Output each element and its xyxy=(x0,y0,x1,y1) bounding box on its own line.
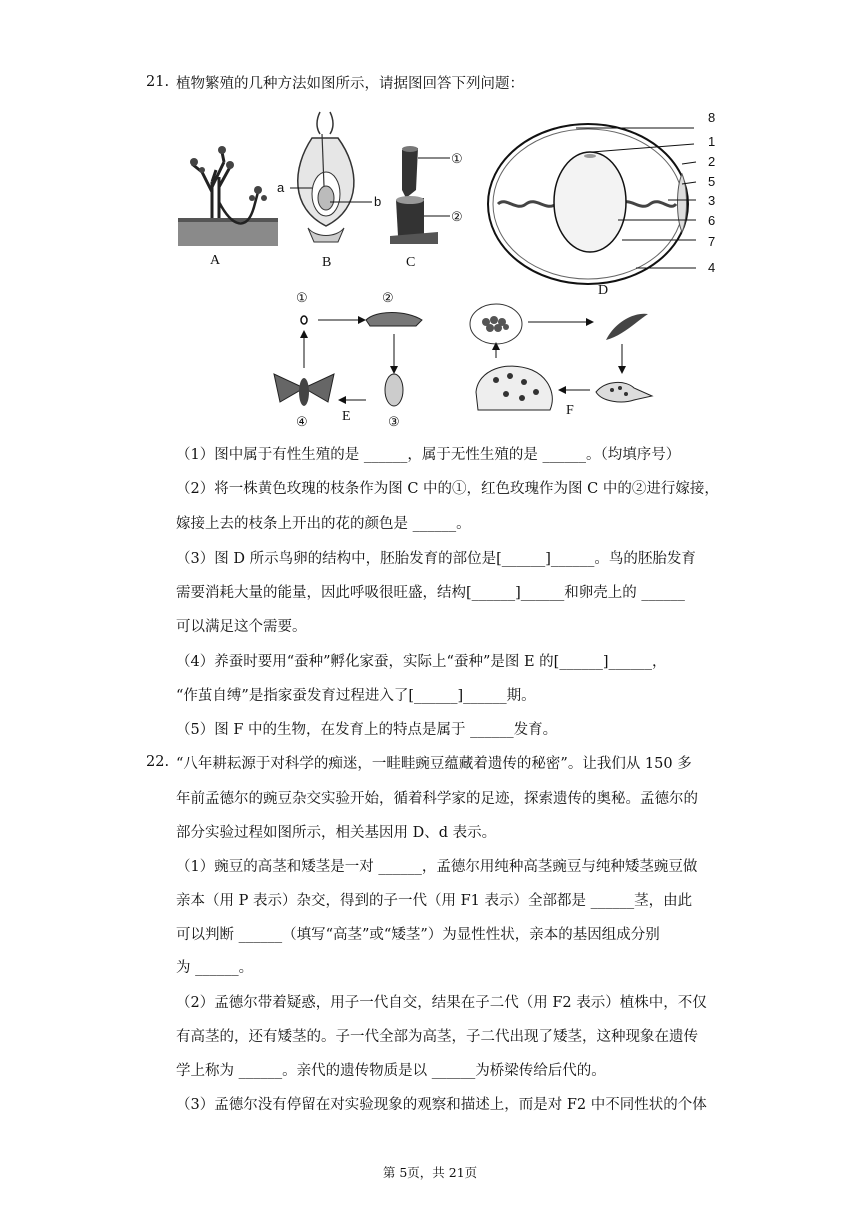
label-d6: 6 xyxy=(708,213,716,228)
q21-line-5: 需要消耗大量的能量，因此呼吸很旺盛，结构[______]______和卵壳上的 ______ xyxy=(176,585,685,601)
q22-line-5: 亲本（用 P 表示）杂交，得到的子一代（用 F1 表示）全部都是 ______茎，由此 xyxy=(176,893,693,909)
q21-line-3: 嫁接上去的枝条上开出的花的颜色是 ______。 xyxy=(176,516,471,532)
label-d3: 3 xyxy=(708,193,716,208)
label-c2: ② xyxy=(451,209,463,224)
figure-b-caption: B xyxy=(322,255,332,270)
figure-e-caption: E xyxy=(342,409,351,424)
label-e2: ② xyxy=(382,290,394,305)
q22-line-6: 可以判断 ______（填写“高茎”或“矮茎”）为显性性状，亲本的基因组成分别 xyxy=(176,927,660,943)
figure-f-frog-cycle xyxy=(466,300,666,420)
q22-line-4: （1）豌豆的高茎和矮茎是一对 ______，孟德尔用纯种高茎豌豆与纯种矮茎豌豆做 xyxy=(176,859,698,875)
q21-line-9: （5）图 F 中的生物，在发育上的特点是属于 ______发育。 xyxy=(176,722,558,738)
q22-line-3: 部分实验过程如图所示，相关基因用 D、d 表示。 xyxy=(176,825,497,841)
label-d4: 4 xyxy=(708,260,716,275)
figure-c-grafting xyxy=(388,140,478,272)
figure-f-caption: F xyxy=(566,403,574,418)
label-c1: ① xyxy=(451,151,463,166)
figure-b-flower-section xyxy=(272,108,384,272)
q22-line-7: 为 ______。 xyxy=(176,960,254,976)
figure-c-caption: C xyxy=(406,255,416,270)
q22-line-1: “八年耕耘源于对科学的痴迷，一畦畦豌豆蕴藏着遗传的秘密”。让我们从 150 多 xyxy=(176,756,692,772)
q22-line-8: （2）孟德尔带着疑惑，用子一代自交，结果在子二代（用 F2 表示）植株中，不仅 xyxy=(176,995,707,1011)
label-d1: 1 xyxy=(708,134,716,149)
q22-line-9: 有高茎的，还有矮茎的。子一代全部为高茎，子二代出现了矮茎，这种现象在遗传 xyxy=(176,1029,698,1045)
page-footer: 第 5页，共 21页 xyxy=(382,1165,478,1180)
q21-line-7: （4）养蚕时要用“蚕种”孵化家蚕，实际上“蚕种”是图 E 的[______]______， xyxy=(176,654,667,670)
q22-line-10: 学上称为 ______。亲代的遗传物质是以 ______为桥梁传给后代的。 xyxy=(176,1063,606,1079)
q21-line-6: 可以满足这个需要。 xyxy=(176,619,307,635)
label-e4: ④ xyxy=(296,414,308,429)
label-e1: ① xyxy=(296,290,308,305)
label-a: a xyxy=(277,180,285,195)
question-22-number: 22. xyxy=(146,754,170,770)
label-e3: ③ xyxy=(388,414,400,429)
figure-a-layering xyxy=(172,132,282,272)
label-d8: 8 xyxy=(708,110,716,125)
figure-a-caption: A xyxy=(210,253,221,268)
q22-line-2: 年前孟德尔的豌豆杂交实验开始，循着科学家的足迹，探索遗传的奥秘。孟德尔的 xyxy=(176,791,698,807)
label-b: b xyxy=(374,194,382,209)
q21-line-4: （3）图 D 所示鸟卵的结构中，胚胎发育的部位是[______]______。鸟的胚胎发育 xyxy=(176,551,696,567)
question-21-number: 21. xyxy=(146,74,170,90)
label-d5: 5 xyxy=(708,174,716,189)
figure-e-silkworm-cycle xyxy=(266,288,436,432)
q21-line-2: （2）将一株黄色玫瑰的枝条作为图 C 中的①，红色玫瑰作为图 C 中的②进行嫁接， xyxy=(176,481,719,497)
q21-line-8: “作茧自缚”是指家蚕发育过程进入了[______]______期。 xyxy=(176,688,536,704)
q22-line-11: （3）孟德尔没有停留在对实验现象的观察和描述上，而是对 F2 中不同性状的个体 xyxy=(176,1097,707,1113)
figure-d-bird-egg xyxy=(486,108,726,298)
figure-d-caption: D xyxy=(598,283,609,298)
label-d2: 2 xyxy=(708,154,716,169)
q21-line-1: （1）图中属于有性生殖的是 ______，属于无性生殖的是 ______。（均填序号） xyxy=(176,447,681,463)
question-21-stem: 植物繁殖的几种方法如图所示，请据图回答下列问题： xyxy=(176,76,524,92)
label-d7: 7 xyxy=(708,234,716,249)
